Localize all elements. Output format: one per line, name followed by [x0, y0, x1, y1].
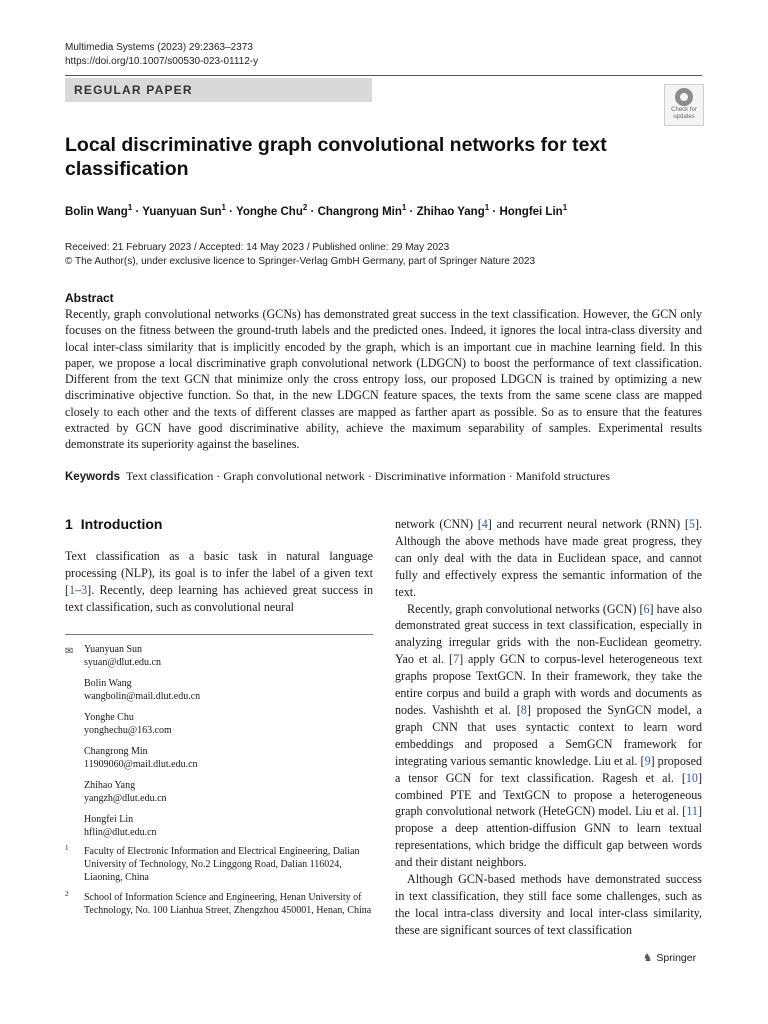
affiliation-1: [65, 845, 373, 884]
keywords-list: Text classification · Graph convolutional network · Discriminative information · Manifold structures: [125, 469, 610, 483]
intro-paragraph-2: [395, 601, 702, 872]
affiliation-number: 2: [65, 890, 69, 898]
section-title: Introduction: [80, 516, 163, 532]
check-updates-icon: [675, 88, 693, 106]
paragraph-text: Text classification as a basic task in natural language processing (NLP), its goal is to infer the label of a given text [: [65, 549, 373, 597]
citation-link[interactable]: 7: [453, 652, 460, 667]
author-name[interactable]: Hongfei Lin: [499, 205, 563, 218]
author-affiliation: 1: [484, 203, 490, 212]
citation-link[interactable]: 9: [644, 753, 651, 768]
author-affiliation: 2: [302, 203, 308, 212]
paragraph-text: ] proposed a tensor GCN for text classification. Ragesh et al. [: [395, 753, 702, 785]
citation-link[interactable]: 8: [520, 702, 527, 717]
intro-right-column: [395, 516, 702, 939]
keywords-heading: Keywords: [65, 471, 120, 483]
paragraph-text: ]. Although the above methods have made great progress, they can only deal with the data in Euclidean space, and cannot fully and effectively express the semantic information of the text.: [395, 517, 702, 599]
keywords: [65, 469, 705, 484]
paragraph-text: –: [75, 582, 82, 597]
paragraph-text: ] combined PTE and TextGCN to propose a heterogeneous graph convolutional network (HeteGCN) model. Liu et al. [: [395, 770, 702, 819]
paragraph-text: ] proposed the SynGCN model, a graph CNN that uses syntactic context to learn word embeddings and proposed a SemGCN framework for integrating various semantic knowledge. Liu et al. [: [395, 702, 702, 768]
paragraph-text: Recently, graph convolutional networks (GCN) [: [407, 601, 644, 616]
badge-line-2: updates: [673, 114, 695, 120]
contact-email[interactable]: 11909060@mail.dlut.edu.cn: [84, 759, 198, 770]
envelope-icon: ✉: [65, 646, 74, 657]
citation-link[interactable]: 4: [481, 517, 488, 531]
badge-line-1: Check for: [671, 107, 697, 113]
abstract-heading: Abstract: [65, 291, 114, 305]
author-affiliation: 1: [401, 203, 407, 212]
contact-name: Hongfei Lin: [84, 814, 134, 825]
author-affiliation: 1: [221, 203, 226, 212]
author-name[interactable]: Bolin Wang: [65, 205, 128, 218]
publication-dates: [65, 241, 535, 269]
author-name[interactable]: Zhihao Yang: [416, 205, 485, 218]
paragraph-text: network (CNN) [: [395, 517, 482, 531]
journal-citation: Multimedia Systems (2023) 29:2363–2373: [65, 42, 253, 53]
author-affiliation: 1: [127, 203, 133, 212]
publisher-footer: [643, 952, 696, 964]
paragraph-text: ]. Recently, deep learning has achieved great success in text classification, such as convolutional neural: [65, 582, 373, 614]
contact-entry: [84, 779, 373, 805]
contact-name: Yonghe Chu: [84, 712, 134, 723]
citation-link[interactable]: 6: [643, 601, 650, 616]
contact-email[interactable]: yonghechu@163.com: [84, 725, 172, 736]
affiliation-text: Faculty of Electronic Information and Electrical Engineering, Dalian University of Technology, No.2 Linggong Road, Dalian 116024, Liaoning, China: [84, 846, 360, 883]
contact-email[interactable]: wangbolin@mail.dlut.edu.cn: [84, 691, 201, 702]
journal-header: [65, 41, 258, 69]
contact-name: Changrong Min: [84, 746, 148, 757]
header-rule: [65, 75, 702, 76]
author-list: Bolin Wang$^1$ · Yuanyuan Sun$^1$ · Yonghe Chu$^2$ · Changrong Min$^1$ · Zhihao Yang$^1$ · Hongfei Lin$^1$: [65, 203, 568, 218]
contact-email[interactable]: syuan@dlut.edu.cn: [84, 657, 161, 668]
contact-entry: [84, 677, 373, 703]
publisher-name: Springer: [656, 952, 697, 964]
check-for-updates-badge[interactable]: [664, 84, 704, 126]
abstract-text: Recently, graph convolutional networks (GCNs) has demonstrated great success in the text classification. However, the GCN only focuses on the fitness between the ground-truth labels and the predicted ones. Indeed, it ignores the local intra-class diversity and local inter-class similarity that is implicitly encoded by the graph, which is an important cue in machine learning field. In this paper, we propose a local discriminative graph convolutional network (LDGCN) to boost the performance of text classification. Different from the text GCN that minimize only the cross entropy loss, our proposed LDGCN is trained by optimizing a new discriminative objective function. So that, in the new LDGCN feature spaces, the texts from the same scene class are mapped closely to each other and the texts of different classes are mapped as farther apart as possible. So as to ensure that the features extracted by GCN have good discriminative ability, achieve the maximum separability of samples. Experimental results demonstrate its superiority against the baselines.: [65, 307, 702, 452]
citation-link[interactable]: 11: [686, 804, 698, 819]
citation-link[interactable]: 3: [81, 582, 88, 597]
citation-link[interactable]: 5: [688, 517, 695, 531]
contact-name: Zhihao Yang: [84, 780, 136, 791]
article-type-label: REGULAR PAPER: [74, 83, 193, 97]
contact-name: Yuanyuan Sun: [84, 644, 143, 655]
corresponding-contacts: [65, 643, 373, 847]
section-number: 1: [65, 516, 73, 532]
history-dates: Received: 21 February 2023 / Accepted: 14 May 2023 / Published online: 29 May 2023: [65, 242, 450, 253]
intro-paragraph-3: Although GCN-based methods have demonstrated success in text classification, they still face some challenges, such as the local intra-class diversity and local inter-class similarity, these are significant sources of text classification: [395, 872, 702, 937]
contact-name: Bolin Wang: [84, 678, 132, 689]
citation-link[interactable]: 10: [685, 770, 698, 785]
intro-paragraph-1-cont: [395, 516, 702, 601]
contact-email[interactable]: yangzh@dlut.edu.cn: [84, 793, 167, 804]
article-type-banner: [65, 78, 372, 102]
author-name[interactable]: Yonghe Chu: [236, 205, 303, 218]
contact-entry: [84, 813, 373, 839]
copyright-line: © The Author(s), under exclusive licence to Springer-Verlag GmbH Germany, part of Springer Nature 2023: [65, 256, 535, 267]
contact-entry: [84, 643, 373, 669]
paragraph-text: ] apply GCN to corpus-level heterogeneous text graphs propose TextGCN. In their framework, they take the entire corpus and build a graph with words and documents as nodes. Vashishth et al. [: [395, 652, 703, 717]
footnote-rule: [65, 634, 373, 635]
section-heading-introduction: [65, 516, 162, 532]
paragraph-text: ] and recurrent neural network (RNN) [: [487, 517, 689, 531]
contact-entry: [84, 745, 373, 771]
paper-title: Local discriminative graph convolutional networks for text classification: [65, 134, 607, 180]
author-name[interactable]: Yuanyuan Sun: [142, 205, 222, 218]
intro-left-column: [65, 548, 373, 616]
intro-paragraph-1: [65, 548, 373, 616]
affiliation-number: 1: [65, 844, 69, 852]
affiliation-2: [65, 891, 373, 917]
affiliation-text: School of Information Science and Engineering, Henan University of Technology, No. 100 Lianhua Street, Zhengzhou 450001, Henan, China: [84, 892, 372, 916]
doi-link[interactable]: https://doi.org/10.1007/s00530-023-01112-y: [65, 56, 259, 67]
author-name[interactable]: Changrong Min: [317, 205, 402, 218]
paragraph-text: ] propose a deep attention-diffusion GNN to learn textual representations, which bridge the difficult gap between words and their distant neighbors.: [395, 804, 702, 870]
author-affiliation: 1: [562, 203, 568, 212]
contact-email[interactable]: hflin@dlut.edu.cn: [84, 827, 157, 838]
citation-link[interactable]: 1: [69, 582, 76, 597]
contact-entry: [84, 711, 373, 737]
paragraph-text: ] have also demonstrated great success in text classification, especially in analyzing irregular grids with the non-Euclidean geometry. Yao et al. [: [395, 601, 702, 667]
springer-logo-icon: ♞: [643, 952, 653, 964]
